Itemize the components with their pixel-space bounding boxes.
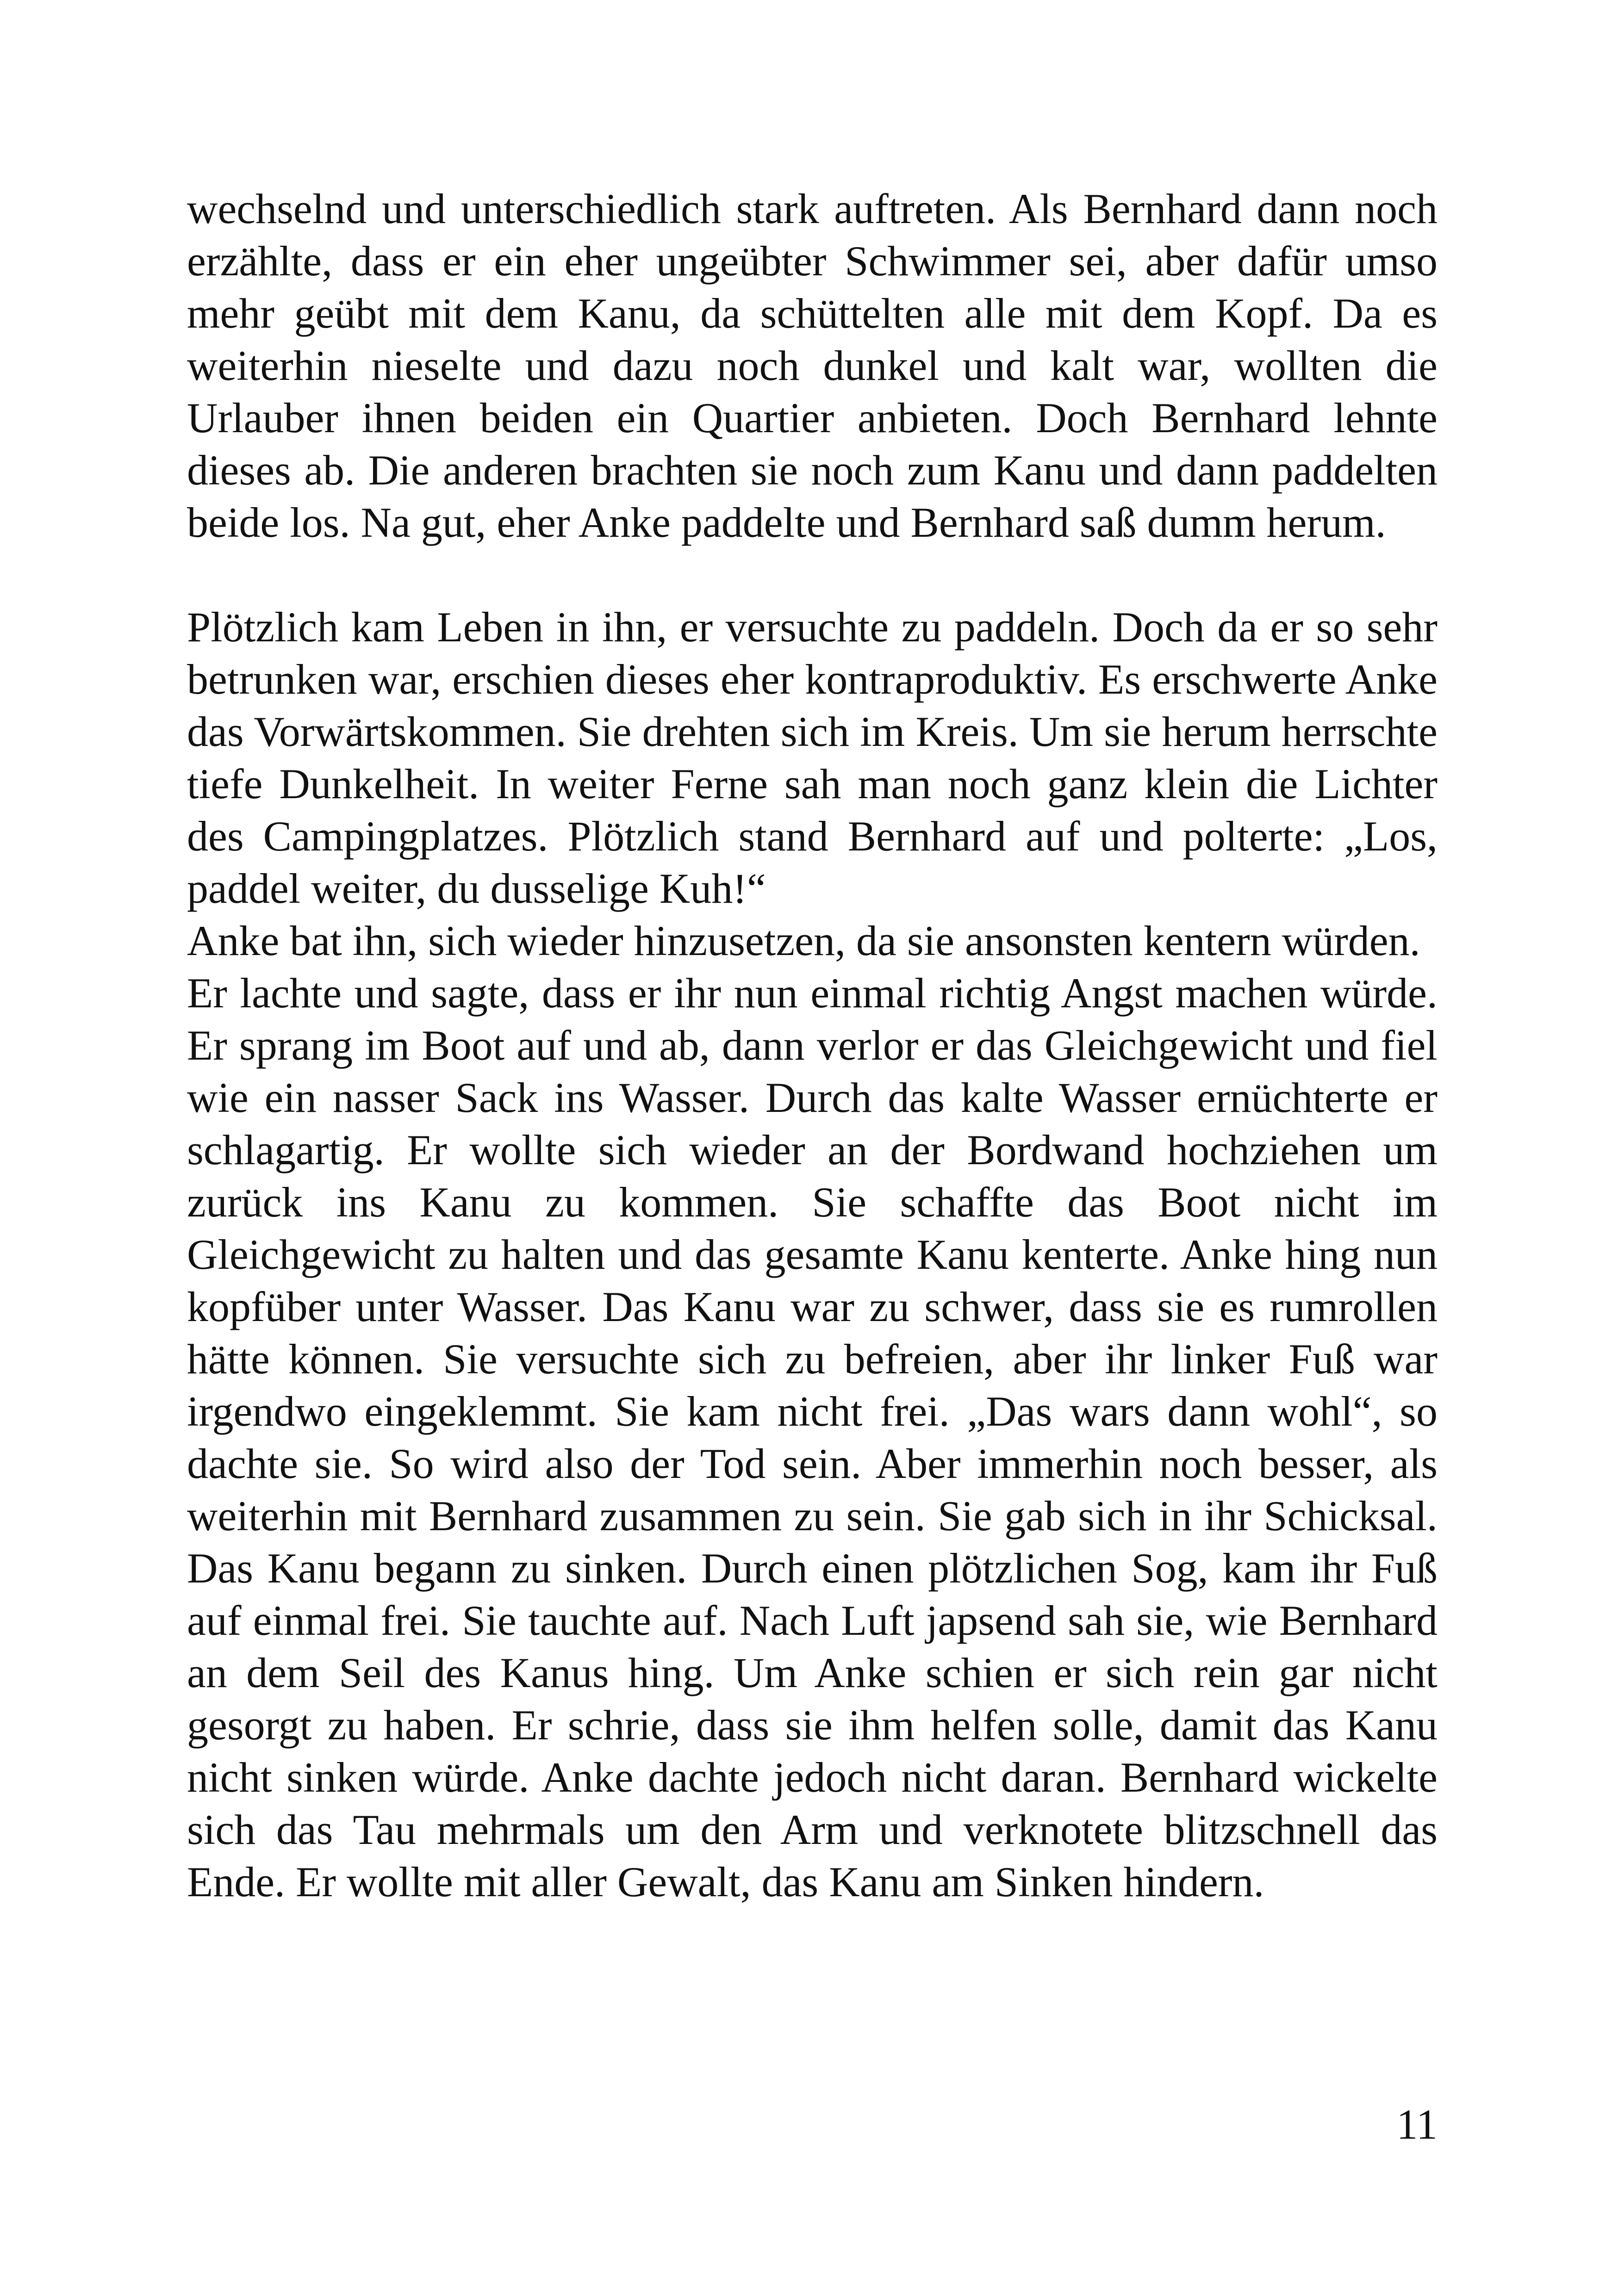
body-text	[187, 183, 1438, 1908]
paragraph-2: Plötzlich kam Leben in ihn, er versuchte zu paddeln. Doch da er so sehr betrunken war, erschien dieses eher kontraproduktiv. Es erschwerte Anke das Vorwärtskommen. Sie drehten sich im Kreis. Um sie herum herrschte tiefe Dunkelheit. In weiter Ferne sah man noch ganz klein die Lichter des Campingplatzes. Plötzlich stand Bernhard auf und polterte: „Los, paddel weiter, du dusselige Kuh!“	[187, 603, 1438, 912]
paragraph-3: Anke bat ihn, sich wieder hinzusetzen, da sie ansonsten kentern würden.	[187, 917, 1420, 964]
paragraph-1: wechselnd und unterschiedlich stark auftreten. Als Bernhard dann noch erzählte, dass er ein eher ungeübter Schwimmer sei, aber dafür umso mehr geübt mit dem Kanu, da schüttelten alle mit dem Kopf. Da es weiterhin nieselte und dazu noch dunkel und kalt war, wollten die Urlauber ihnen beiden ein Quartier anbieten. Doch Bernhard lehnte dieses ab. Die anderen brachten sie noch zum Kanu und dann paddelten beide los. Na gut, eher Anke paddelte und Bernhard saß dumm herum.	[187, 185, 1438, 546]
page-number: 11	[1396, 2101, 1438, 2148]
paragraph-4: Er lachte und sagte, dass er ihr nun einmal richtig Angst machen würde. Er sprang im Boot auf und ab, dann verlor er das Gleichgewicht und fiel wie ein nasser Sack ins Wasser. Durch das kalte Wasser ernüchterte er schlagartig. Er wollte sich wieder an der Bordwand hochziehen um zurück ins Kanu zu kommen. Sie schaffte das Boot nicht im Gleichgewicht zu halten und das gesamte Kanu kenterte. Anke hing nun kopfüber unter Wasser. Das Kanu war zu schwer, dass sie es rumrollen hätte können. Sie versuchte sich zu befreien, aber ihr linker Fuß war irgendwo eingeklemmt. Sie kam nicht frei. „Das wars dann wohl“, so dachte sie. So wird also der Tod sein. Aber immerhin noch besser, als weiterhin mit Bernhard zusammen zu sein. Sie gab sich in ihr Schicksal. Das Kanu begann zu sinken. Durch einen plötzlichen Sog, kam ihr Fuß auf einmal frei. Sie tauchte auf. Nach Luft japsend sah sie, wie Bernhard an dem Seil des Kanus hing. Um Anke schien er sich rein gar nicht gesorgt zu haben. Er schrie, dass sie ihm helfen solle, damit das Kanu nicht sinken würde. Anke dachte jedoch nicht daran. Bernhard wickelte sich das Tau mehrmals um den Arm und verknotete blitzschnell das Ende. Er wollte mit aller Gewalt, das Kanu am Sinken hindern.	[187, 969, 1438, 1905]
